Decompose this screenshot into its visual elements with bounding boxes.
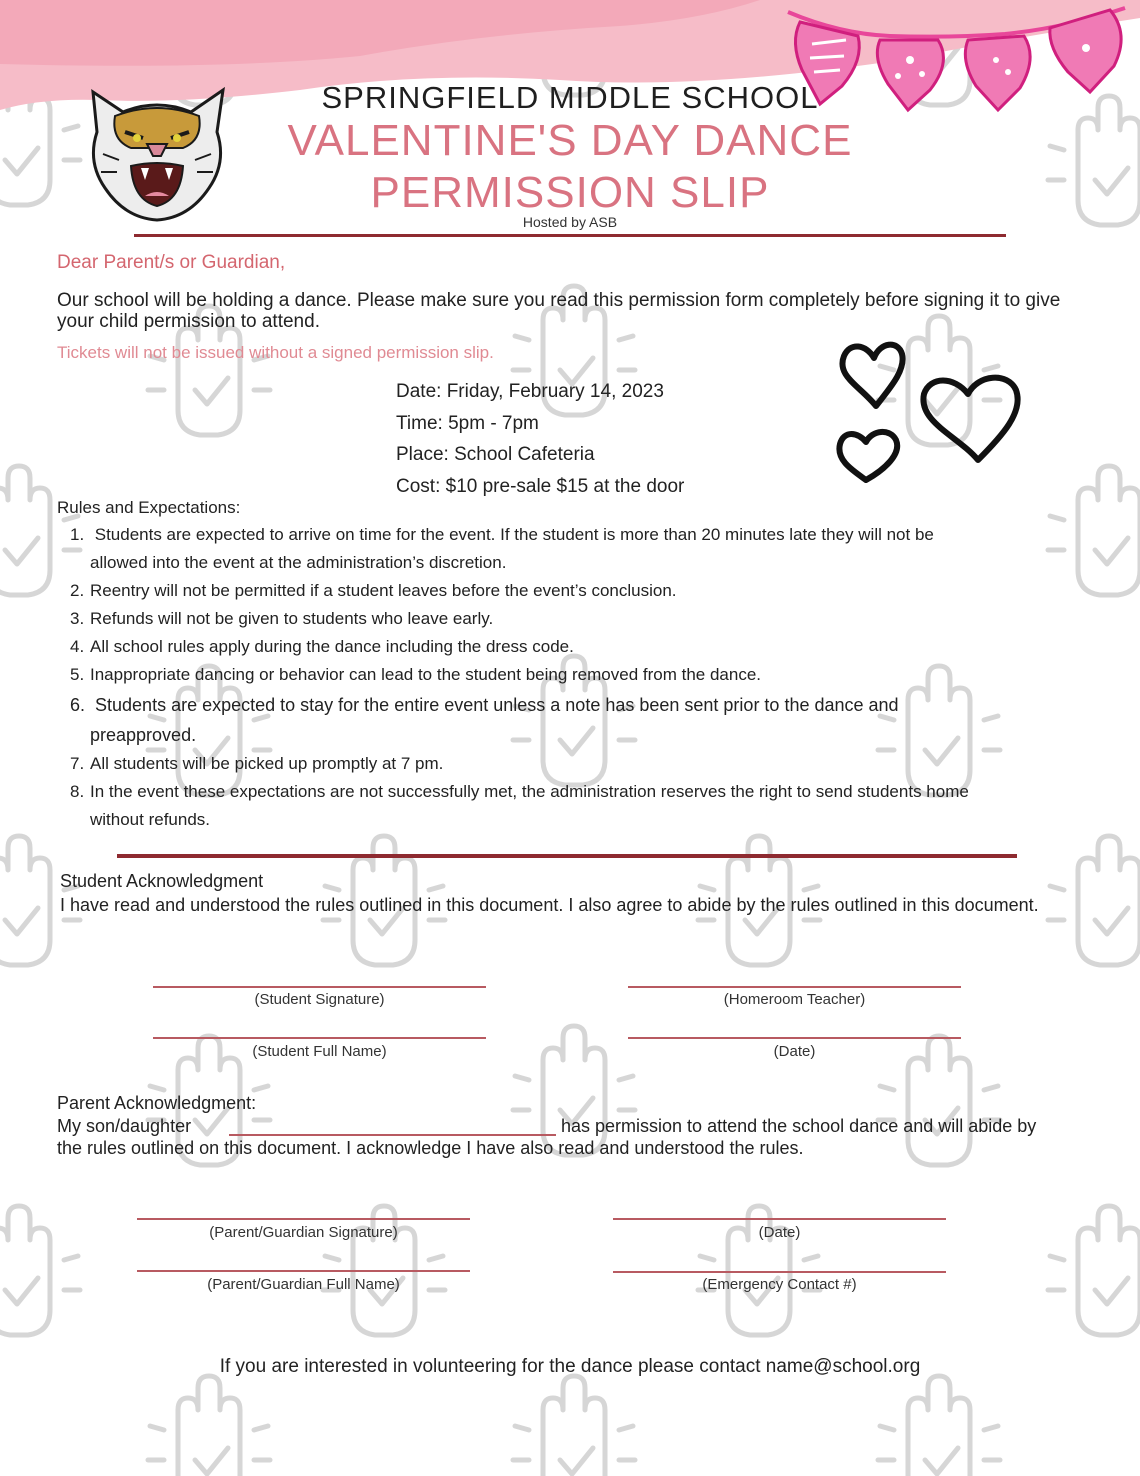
rule-text: In the event these expectations are not successfully met, the administration reserves the right to send students home <box>90 782 969 801</box>
rule-item <box>70 661 1070 689</box>
rule-number: 4. <box>70 637 85 656</box>
rule-text-cont: without refunds. <box>90 810 211 829</box>
student-ack-heading: Student Acknowledgment <box>60 871 264 891</box>
hosted-by: Hosted by ASB <box>522 214 618 230</box>
school-name: SPRINGFIELD MIDDLE SCHOOL <box>321 80 819 115</box>
rule-text: All students will be picked up promptly at 7 pm. <box>90 754 444 773</box>
parent-ack-text-line2: the rules outlined on this document. I acknowledge I have also read and understood the rules. <box>57 1138 804 1158</box>
rule-number: 3. <box>70 609 85 628</box>
event-date: Date: Friday, February 14, 2023 <box>396 381 664 402</box>
rule-item <box>70 690 1070 750</box>
rule-text: Refunds will not be given to students who leave early. <box>90 609 494 628</box>
rule-text: Reentry will not be permitted if a student leaves before the event’s conclusion. <box>90 581 677 600</box>
rule-number: 8. <box>70 782 85 801</box>
heart-icon <box>832 336 1032 488</box>
homeroom-teacher-label: (Homeroom Teacher) <box>723 991 866 1008</box>
rule-number: 1. <box>70 525 85 544</box>
student-date-label: (Date) <box>773 1043 816 1060</box>
parent-full-name-line[interactable] <box>137 1270 470 1272</box>
rule-item <box>70 778 1070 834</box>
rule-text: Students are expected to stay for the entire event unless a note has been sent prior to the dance and <box>95 695 899 715</box>
parent-ack-text-end: has permission to attend the school dance and will abide by <box>561 1116 1037 1136</box>
rule-item <box>70 577 1070 605</box>
rule-number: 2. <box>70 581 85 600</box>
parent-date-label: (Date) <box>758 1224 801 1241</box>
student-signature-line[interactable] <box>153 986 486 988</box>
header-divider <box>134 234 1006 237</box>
parent-signature-label: (Parent/Guardian Signature) <box>209 1224 398 1241</box>
rule-text: All school rules apply during the dance including the dress code. <box>90 637 574 656</box>
page-title-line2: PERMISSION SLIP <box>370 168 770 217</box>
ticket-warning: Tickets will not be issued without a signed permission slip. <box>57 343 494 362</box>
rule-number: 7. <box>70 754 85 773</box>
student-signature-label: (Student Signature) <box>254 991 385 1008</box>
event-place: Place: School Cafeteria <box>396 444 595 465</box>
rule-number: 6. <box>70 695 86 715</box>
parent-ack-text-start: My son/daughter <box>57 1116 192 1136</box>
student-full-name-label: (Student Full Name) <box>252 1043 387 1060</box>
student-ack-text: I have read and understood the rules outlined in this document. I also agree to abide by the rules outlined in this document. <box>60 895 1039 915</box>
homeroom-teacher-line[interactable] <box>628 986 961 988</box>
rule-text: Inappropriate dancing or behavior can lead to the student being removed from the dance. <box>90 665 761 684</box>
rule-item <box>70 633 1070 661</box>
parent-date-line[interactable] <box>613 1218 946 1220</box>
rules-heading: Rules and Expectations: <box>57 498 241 517</box>
event-cost: Cost: $10 pre-sale $15 at the door <box>396 476 685 497</box>
parent-ack-heading: Parent Acknowledgment: <box>57 1093 257 1113</box>
event-time: Time: 5pm - 7pm <box>396 413 539 434</box>
parent-full-name-label: (Parent/Guardian Full Name) <box>207 1276 400 1293</box>
intro-paragraph: Our school will be holding a dance. Please make sure you read this permission form completely before signing it to give your child permission to attend. <box>57 290 1061 332</box>
emergency-contact-label: (Emergency Contact #) <box>702 1276 857 1293</box>
rule-text-cont: allowed into the event at the administration’s discretion. <box>90 553 507 572</box>
page-title-line1: VALENTINE'S DAY DANCE <box>287 116 853 165</box>
emergency-contact-line[interactable] <box>613 1271 946 1273</box>
child-name-line[interactable] <box>229 1134 556 1136</box>
section-divider <box>117 854 1017 858</box>
rule-text-cont: preapproved. <box>90 725 197 745</box>
volunteer-footer: If you are interested in volunteering for the dance please contact name@school.org <box>219 1356 921 1377</box>
rule-text: Students are expected to arrive on time for the event. If the student is more than 20 minutes late they will not be <box>94 525 934 544</box>
parent-signature-line[interactable] <box>137 1218 470 1220</box>
rule-number: 5. <box>70 665 85 684</box>
rule-item <box>70 605 1070 633</box>
student-full-name-line[interactable] <box>153 1037 486 1039</box>
rule-item <box>70 521 1070 577</box>
greeting: Dear Parent/s or Guardian, <box>57 252 286 273</box>
student-date-line[interactable] <box>628 1037 961 1039</box>
rule-item <box>70 750 1070 778</box>
